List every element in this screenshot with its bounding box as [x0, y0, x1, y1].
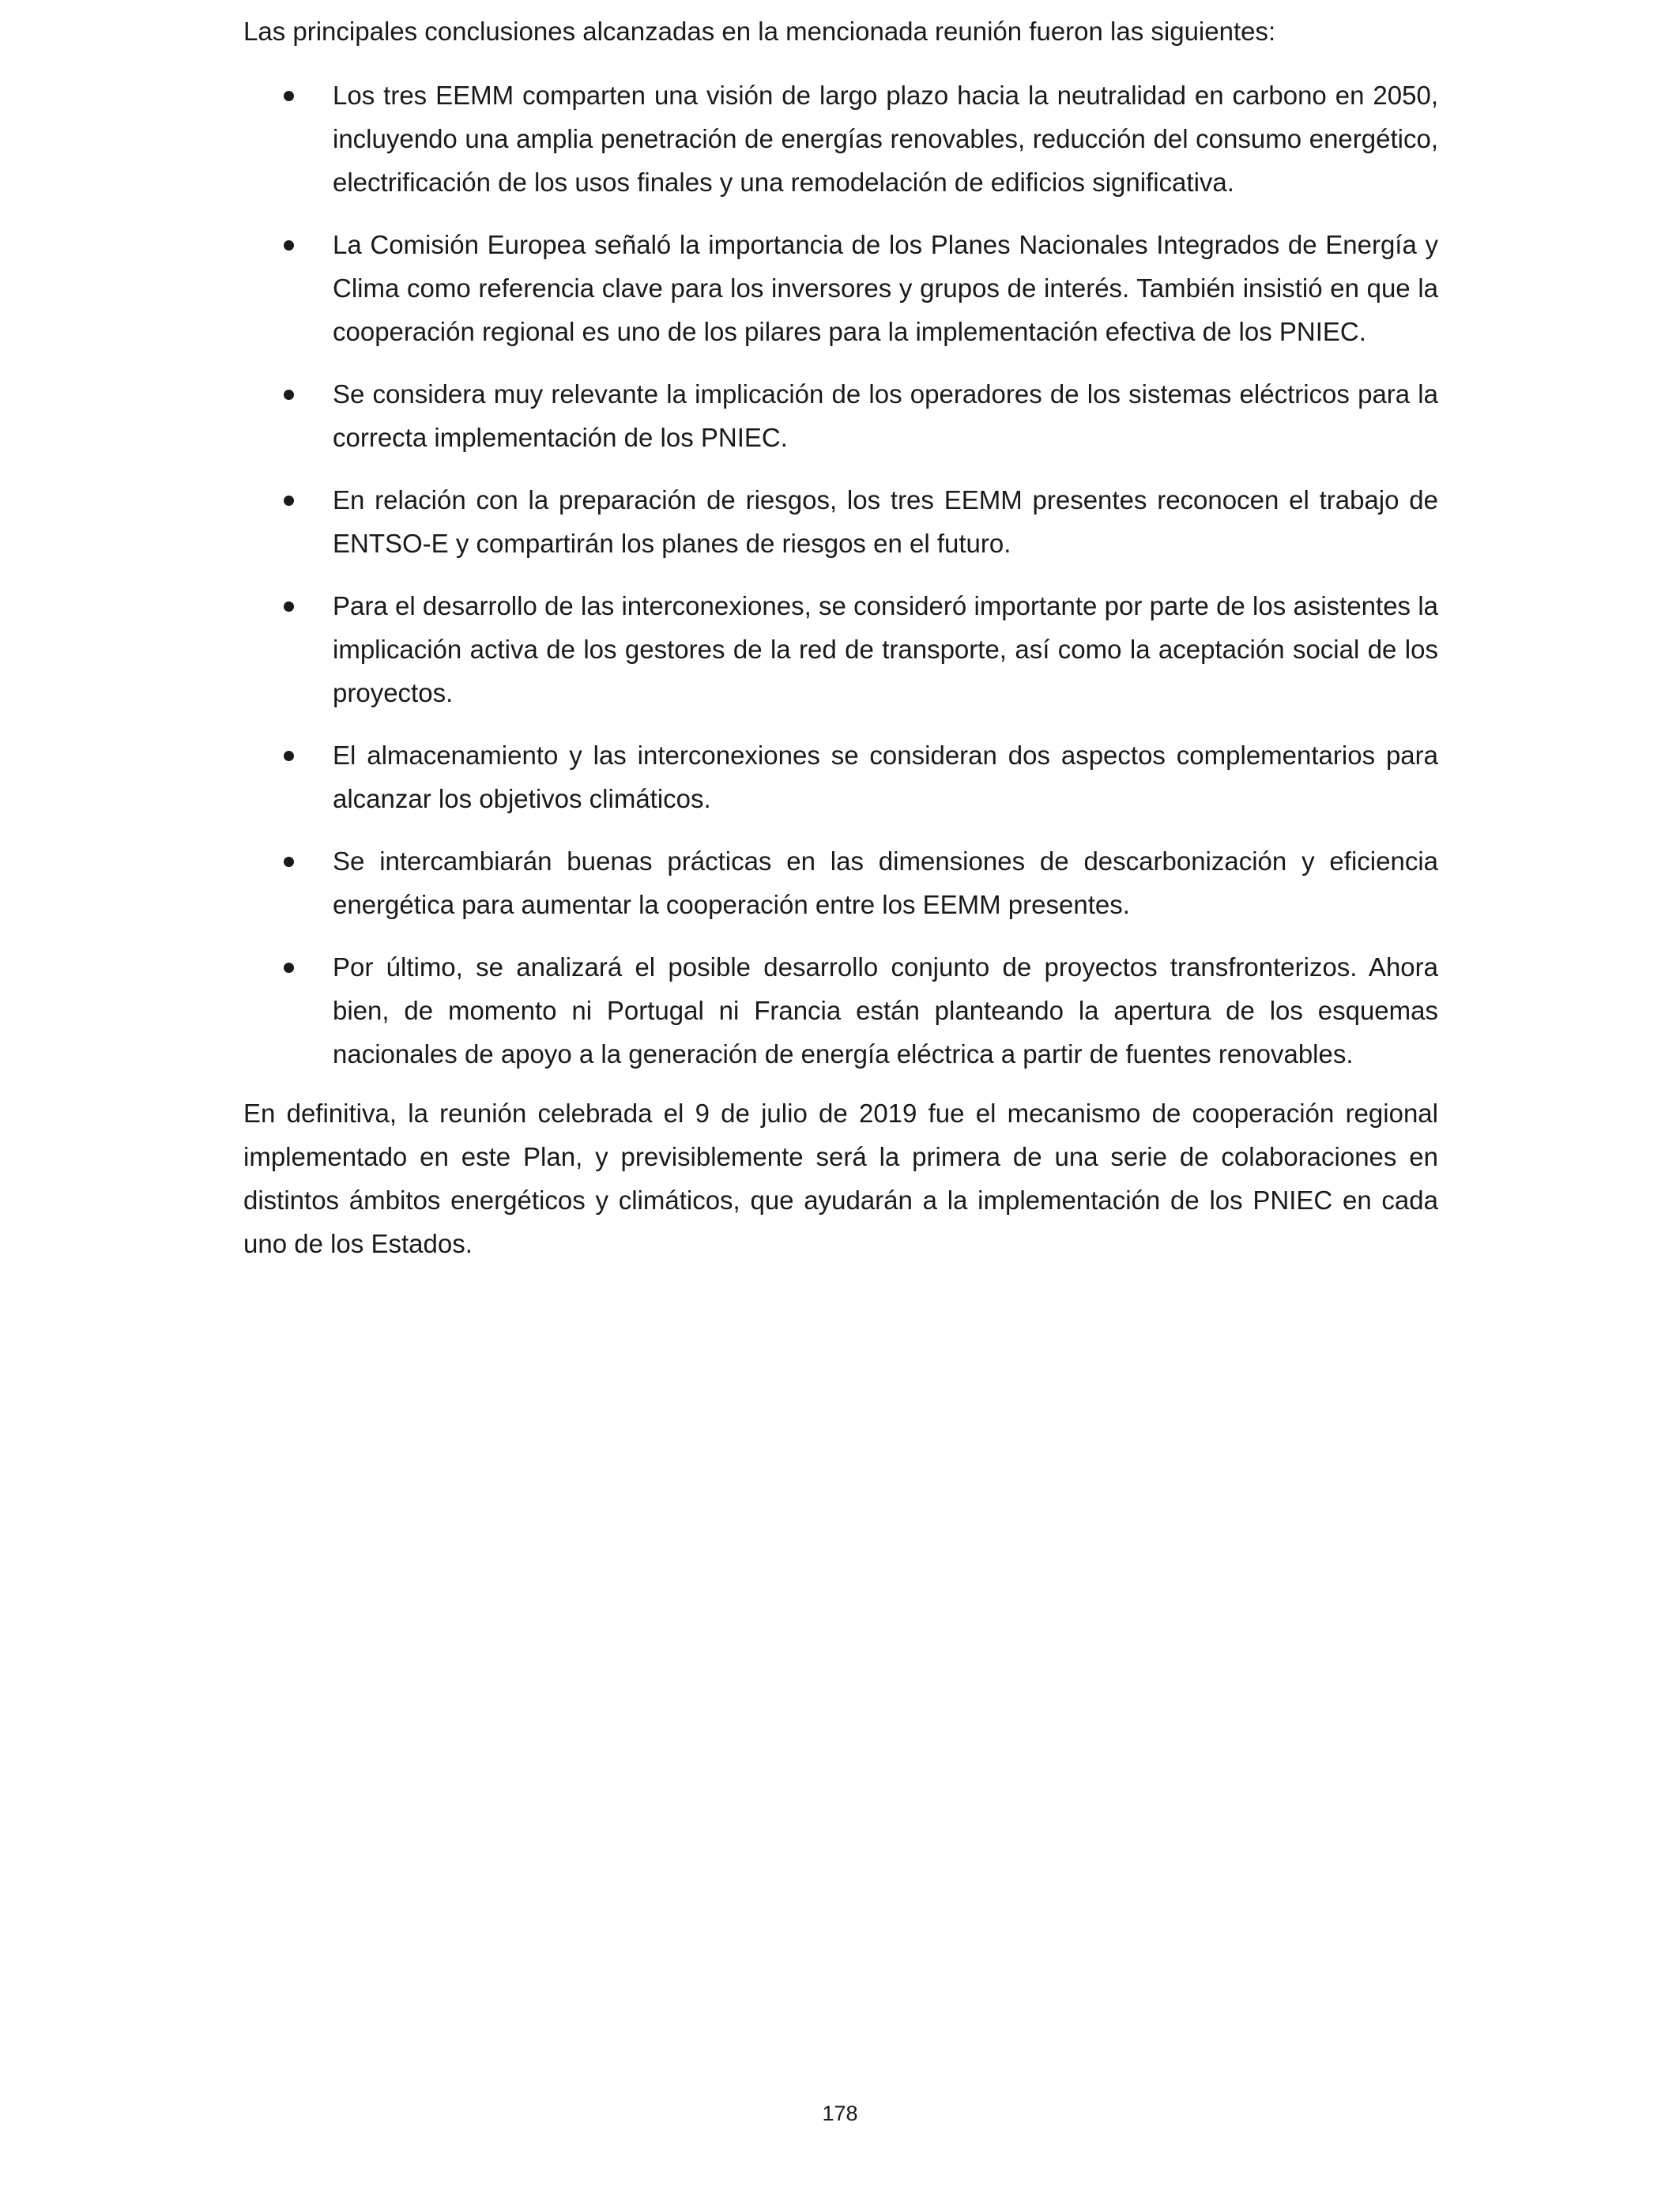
list-item: [243, 478, 1438, 565]
bullet-icon: [284, 857, 294, 867]
intro-paragraph: Las principales conclusiones alcanzadas en la mencionada reunión fueron las siguientes:: [243, 17, 1276, 46]
list-item: [243, 584, 1438, 714]
conclusions-list: [243, 74, 1438, 1076]
list-item: [243, 223, 1438, 353]
list-item: [243, 945, 1438, 1076]
list-item-text: Los tres EEMM comparten una visión de largo plazo hacia la neutralidad en carbono en 2050, incluyendo una amplia penetración de energías renovables, reducción del consumo energético, electrificación de los usos finales y una remodelación de edificios significativa.: [333, 81, 1438, 197]
bullet-icon: [284, 601, 294, 612]
list-item-text: En relación con la preparación de riesgos, los tres EEMM presentes reconocen el trabajo de ENTSO-E y compartirán los planes de riesgos en el futuro.: [333, 485, 1438, 558]
bullet-icon: [284, 91, 294, 101]
list-item-text: Para el desarrollo de las interconexiones, se consideró importante por parte de los asistentes la implicación activa de los gestores de la red de transporte, así como la aceptación social de los proyectos.: [333, 591, 1438, 707]
page-body: [243, 9, 1438, 1265]
list-item-text: Se intercambiarán buenas prácticas en las dimensiones de descarbonización y eficiencia energética para aumentar la cooperación entre los EEMM presentes.: [333, 846, 1438, 919]
bullet-icon: [284, 963, 294, 973]
list-item: [243, 733, 1438, 820]
bullet-icon: [284, 240, 294, 251]
bullet-icon: [284, 496, 294, 506]
bullet-icon: [284, 751, 294, 761]
page-number: 178: [822, 2102, 858, 2125]
list-item-text: Por último, se analizará el posible desarrollo conjunto de proyectos transfronterizos. Ahora bien, de momento ni Portugal ni Francia están planteando la apertura de los esquemas nacionales de apoyo a la generación de energía eléctrica a partir de fuentes renovables.: [333, 952, 1438, 1069]
list-item: [243, 74, 1438, 204]
list-item-text: La Comisión Europea señaló la importancia de los Planes Nacionales Integrados de Energía y Clima como referencia clave para los inversores y grupos de interés. También insistió en que la cooperación regional es uno de los pilares para la implementación efectiva de los PNIEC.: [333, 230, 1438, 346]
list-item-text: El almacenamiento y las interconexiones se consideran dos aspectos complementarios para alcanzar los objetivos climáticos.: [333, 741, 1438, 813]
conclusion-paragraph: En definitiva, la reunión celebrada el 9 de julio de 2019 fue el mecanismo de cooperación regional implementado en este Plan, y previsiblemente será la primera de una serie de colaboraciones en distintos ámbitos energéticos y climáticos, que ayudarán a la implementación de los PNIEC en cada uno de los Estados.: [243, 1099, 1438, 1258]
bullet-icon: [284, 390, 294, 400]
list-item-text: Se considera muy relevante la implicación de los operadores de los sistemas eléctricos para la correcta implementación de los PNIEC.: [333, 379, 1438, 452]
list-item: [243, 839, 1438, 926]
list-item: [243, 372, 1438, 459]
